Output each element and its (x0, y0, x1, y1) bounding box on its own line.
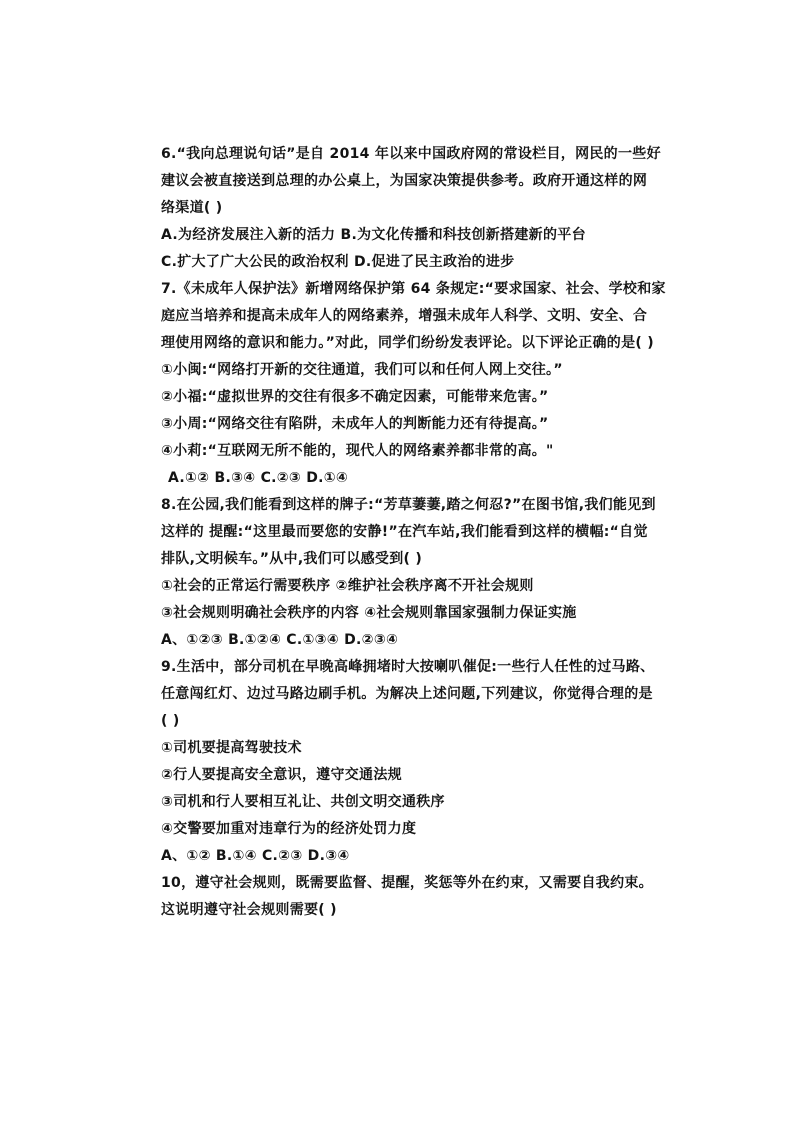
q7-stem-line-3: 理使用网络的意识和能力。”对此，同学们纷纷发表评论。以下评论正确的是( ) (161, 335, 654, 351)
q7-statement-1: ①小闽:“网络打开新的交往通道，我们可以和任何人网上交往。” (161, 362, 563, 378)
q6-options-ab: A.为经济发展注入新的活力 B.为文化传播和科技创新搭建新的平台 (161, 227, 586, 243)
q7-statement-3: ③小周:“网络交往有陷阱，未成年人的判断能力还有待提高。” (161, 416, 549, 432)
q9-statement-3: ③司机和行人要相互礼让、共创文明交通秩序 (161, 794, 445, 810)
q8-stem-line-1: 8.在公园,我们能看到这样的牌子:“芳草萋萋,踏之何忍?”在图书馆,我们能见到 (161, 497, 656, 513)
q8-stem-line-3: 排队,文明候车。”从中,我们可以感受到( ) (161, 551, 423, 567)
q10-stem-line-2: 这说明遵守社会规则需要( ) (161, 902, 337, 918)
q9-stem-line-2: 任意闯红灯、边过马路边刷手机。为解决上述问题,下列建议，你觉得合理的是 (161, 686, 653, 702)
q6-stem-line-1: 6.“我向总理说句话”是自 2014 年以来中国政府网的常设栏目，网民的一些好 (161, 146, 661, 162)
q9-statement-1: ①司机要提高驾驶技术 (161, 740, 302, 756)
q7-stem-line-2: 庭应当培养和提高未成年人的网络素养，增强未成年人科学、文明、安全、合 (161, 308, 648, 324)
q7-statement-4: ④小莉:“互联网无所不能的，现代人的网络素养都非常的高。" (161, 443, 554, 459)
q8-statements-34: ③社会规则明确社会秩序的内容 ④社会规则靠国家强制力保证实施 (161, 605, 577, 621)
q7-statement-2: ②小福:“虚拟世界的交往有很多不确定因素，可能带来危害。” (161, 389, 549, 405)
q8-stem-line-2: 这样的 提醒:“这里最而要您的安静!”在汽车站,我们能看到这样的横幅:“自觉 (161, 524, 648, 540)
q6-options-cd: C.扩大了广大公民的政治权利 D.促进了民主政治的进步 (161, 254, 515, 270)
q9-options: A、①② B.①④ C.②③ D.③④ (161, 848, 350, 864)
q6-stem-line-3: 络渠道( ) (161, 200, 223, 216)
q9-stem-line-1: 9.生活中，部分司机在早晚高峰拥堵时大按喇叭催促:一些行人任性的过马路、 (161, 659, 655, 675)
q8-statements-12: ①社会的正常运行需要秩序 ②维护社会秩序离不开社会规则 (161, 578, 534, 594)
q8-options: A、①②③ B.①②④ C.①③④ D.②③④ (161, 632, 399, 648)
q6-stem-line-2: 建议会被直接送到总理的办公桌上，为国家决策提供参考。政府开通这样的网 (161, 173, 648, 189)
q10-stem-line-1: 10，遵守社会规则，既需要监督、提醒，奖惩等外在约束，又需要自我约束。 (161, 875, 653, 891)
q7-stem-line-1: 7.《未成年人保护法》新增网络保护第 64 条规定:“要求国家、社会、学校和家 (161, 281, 666, 297)
q9-statement-4: ④交警要加重对违章行为的经济处罚力度 (161, 821, 417, 837)
q9-stem-line-3: ( ) (161, 713, 180, 729)
q9-statement-2: ②行人要提高安全意识，遵守交通法规 (161, 767, 402, 783)
q7-options: A.①② B.③④ C.②③ D.①④ (168, 470, 349, 486)
